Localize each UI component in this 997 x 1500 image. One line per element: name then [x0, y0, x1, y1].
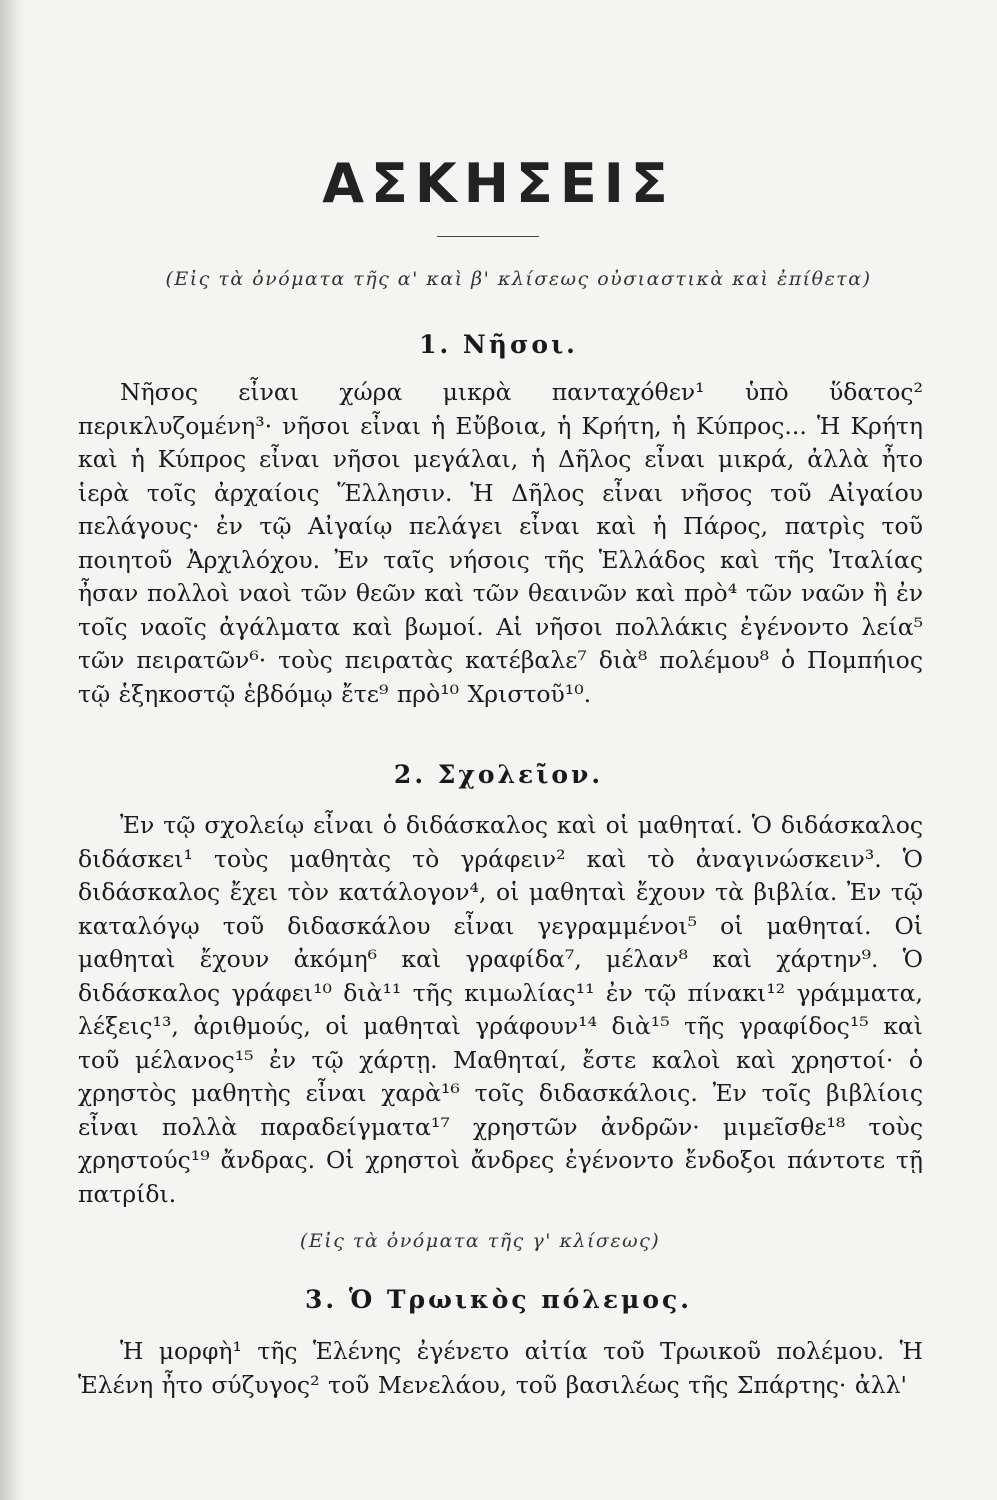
section-heading-1: 1. Νῆσοι. [419, 330, 578, 359]
page-title: ΑΣΚΗΣΕΙΣ [322, 152, 675, 215]
title-divider [437, 236, 539, 237]
section-text-3: Ἡ μορφὴ¹ τῆς Ἑλένης ἐγένετο αἰτία τοῦ Τρωικοῦ πολέμου. Ἡ Ἑλένη ἦτο σύζυγος² τοῦ Μενελάου, τοῦ βασιλέως τῆς Σπάρτης· ἀλλ' [78, 1337, 923, 1399]
section-heading-2: 2. Σχολεῖον. [393, 760, 604, 789]
section-text-2: Ἐν τῷ σχολείῳ εἶναι ὁ διδάσκαλος καὶ οἱ μαθηταί. Ὁ διδάσκαλος διδάσκει¹ τοὺς μαθητὰς τὸ γράφειν² καὶ τὸ ἀναγινώσκειν³. Ὁ διδάσκαλος ἔχει τὸν κατάλογον⁴, οἱ μαθηταὶ ἔχουν τὰ βιβλία. Ἐν τῷ καταλόγῳ τοῦ διδασκάλου εἶναι γεγραμμένοι⁵ οἱ μαθηταί. Οἱ μαθηταὶ ἔχουν ἀκόμη⁶ καὶ γραφίδα⁷, μέλαν⁸ καὶ χάρτην⁹. Ὁ διδάσκαλος γράφει¹⁰ διὰ¹¹ τῆς κιμωλίας¹¹ ἐν τῷ πίνακι¹² γράμματα, λέξεις¹³, ἀριθμούς, οἱ μαθηταὶ γράφουν¹⁴ διὰ¹⁵ τῆς γραφίδος¹⁵ καὶ τοῦ μέλανος¹⁵ ἐν τῷ χάρτῃ. Μαθηταί, ἔστε καλοὶ καὶ χρηστοί· ὁ χρηστὸς μαθητὴς εἶναι χαρὰ¹⁶ τοῖς διδασκάλοις. Ἐν τοῖς βιβλίοις εἶναι πολλὰ παραδείγματα¹⁷ χρηστῶν ἀνδρῶν· μιμεῖσθε¹⁸ τοὺς χρηστούς¹⁹ ἄνδρας. Οἱ χρηστοὶ ἄνδρες ἐγένοντο ἔνδοξοι πάντοτε τῇ πατρίδι. [78, 811, 923, 1208]
subtitle-declension-3: (Εἰς τὰ ὀνόματα τῆς γ' κλίσεως) [300, 1230, 661, 1252]
section-text-1: Νῆσος εἶναι χώρα μικρὰ πανταχόθεν¹ ὑπὸ ὕδατος² περικλυζομένη³· νῆσοι εἶναι ἡ Εὔβοια, ἡ Κρήτη, ἡ Κύπρος... Ἡ Κρήτη καὶ ἡ Κύπρος εἶναι νῆσοι μεγάλαι, ἡ Δῆλος εἶναι μικρά, ἀλλὰ ἦτο ἱερὰ τοῖς ἀρχαίοις Ἕλλησιν. Ἡ Δῆλος εἶναι νῆσος τοῦ Αἰγαίου πελάγους· ἐν τῷ Αἰγαίῳ πελάγει εἶναι καὶ ἡ Πάρος, πατρὶς τοῦ ποιητοῦ Ἀρχιλόχου. Ἐν ταῖς νήσοις τῆς Ἑλλάδος καὶ τῆς Ἰταλίας ἦσαν πολλοὶ ναοὶ τῶν θεῶν καὶ τῶν θεαινῶν καὶ πρὸ⁴ τῶν ναῶν ἢ ἐν τοῖς ναοῖς ἀγάλματα καὶ βωμοί. Αἱ νῆσοι πολλάκις ἐγένοντο λεία⁵ τῶν πειρατῶν⁶· τοὺς πειρατὰς κατέβαλε⁷ διὰ⁸ πολέμου⁸ ὁ Πομπήιος τῷ ἑξηκοστῷ ἑβδόμῳ ἔτε⁹ πρὸ¹⁰ Χριστοῦ¹⁰. [78, 378, 923, 708]
subtitle-declensions-1-2: (Εἰς τὰ ὀνόματα τῆς α' καὶ β' κλίσεως οὐσιαστικὰ καὶ ἐπίθετα) [165, 268, 872, 290]
section-heading-3: 3. Ὁ Τρωικὸς πόλεμος. [305, 1285, 692, 1314]
page-edge [0, 0, 26, 1500]
